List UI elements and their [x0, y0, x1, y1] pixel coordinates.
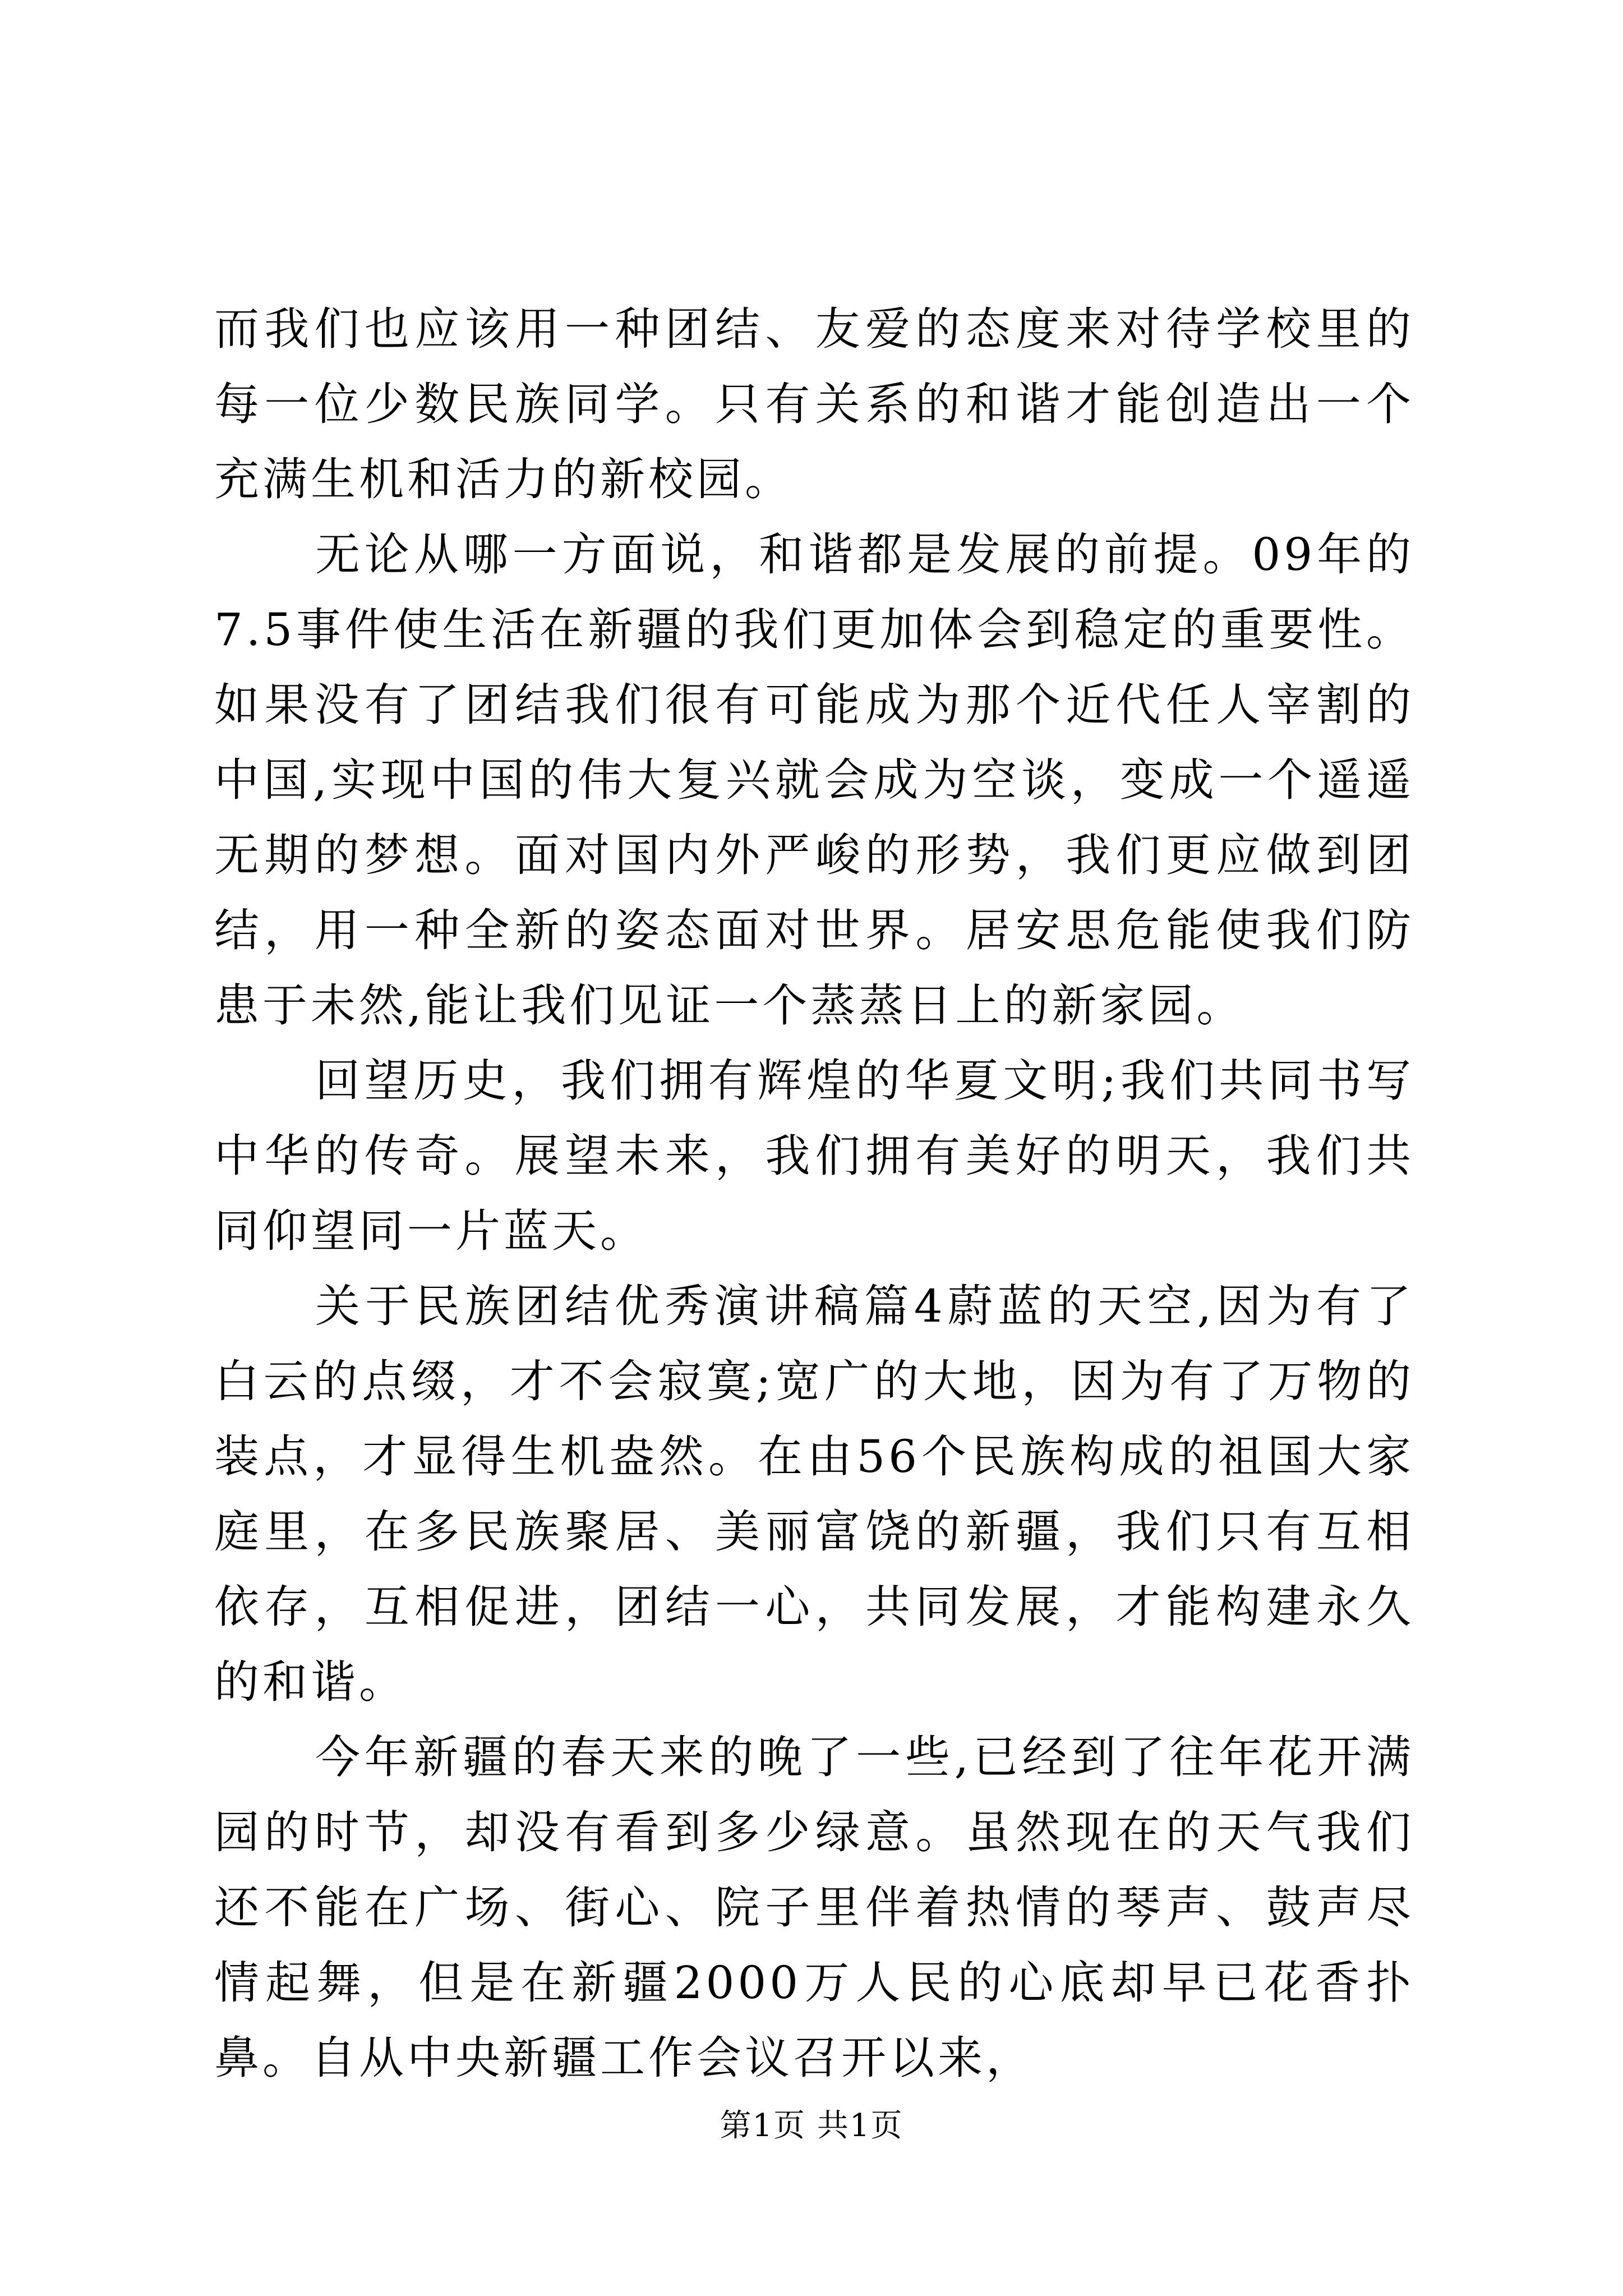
paragraph-1: 而我们也应该用一种团结、友爱的态度来对待学校里的每一位少数民族同学。只有关系的和谐才能创造出一个充满生机和活力的新校园。: [214, 303, 1414, 505]
paragraph-3: 回望历史，我们拥有辉煌的华夏文明;我们共同书写中华的传奇。展望未来，我们拥有美好的明天，我们共同仰望同一片蓝天。: [214, 1055, 1414, 1257]
paragraph-4: 关于民族团结优秀演讲稿篇4蔚蓝的天空,因为有了白云的点缀，才不会寂寞;宽广的大地，因为有了万物的装点，才显得生机盎然。在由56个民族构成的祖国大家庭里，在多民族聚居、美丽富饶的新疆，我们只有互相依存，互相促进，团结一心，共同发展，才能构建永久的和谐。: [214, 1280, 1414, 1708]
paragraph-2: 无论从哪一方面说，和谐都是发展的前提。09年的7.5事件使生活在新疆的我们更加体会到稳定的重要性。如果没有了团结我们很有可能成为那个近代任人宰割的中国,实现中国的伟大复兴就会成为空谈，变成一个遥遥无期的梦想。面对国内外严峻的形势，我们更应做到团结，用一种全新的姿态面对世界。居安思危能使我们防患于未然,能让我们见证一个蒸蒸日上的新家园。: [214, 528, 1414, 1032]
document-body: [214, 292, 1414, 2096]
page-footer: 第1页 共1页: [720, 2108, 903, 2144]
paragraph-5: 今年新疆的春天来的晚了一些,已经到了往年花开满园的时节，却没有看到多少绿意。虽然现在的天气我们还不能在广场、街心、院子里伴着热情的琴声、鼓声尽情起舞，但是在新疆2000万人民的心底却早已花香扑鼻。自从中央新疆工作会议召开以来，: [214, 1731, 1414, 2084]
